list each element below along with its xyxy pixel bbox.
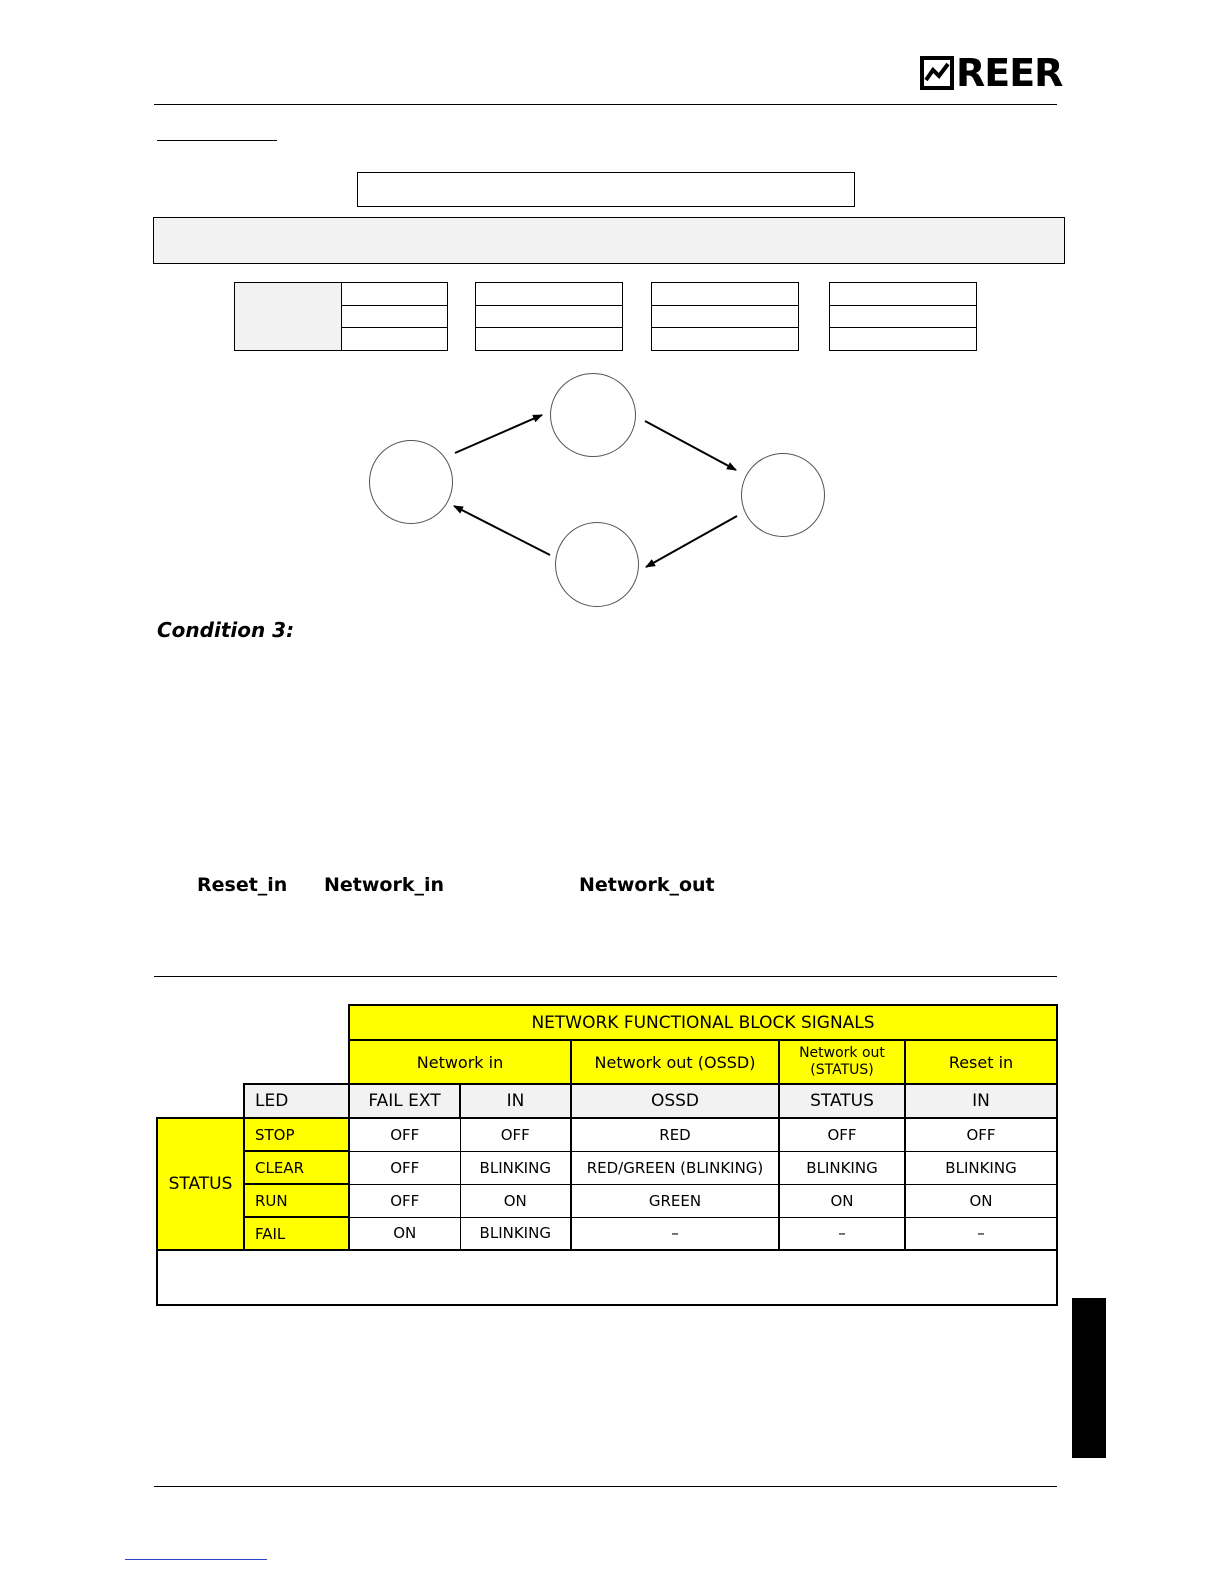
signal-reset-in: Reset_in: [197, 874, 288, 896]
arrow-right-to-bottom: [646, 516, 737, 567]
signal-network-in: Network_in: [324, 874, 445, 896]
table-cell: –: [571, 1217, 779, 1250]
table-cell: ON: [349, 1217, 460, 1250]
table-cell: OFF: [460, 1118, 571, 1151]
group-network-out-status: [779, 1040, 905, 1084]
table-row: [157, 1118, 1057, 1151]
signal-network-out: Network_out: [579, 874, 715, 896]
state-arrows: [0, 0, 1224, 700]
led-col-status: STATUS: [779, 1084, 905, 1118]
table-cell: ON: [460, 1184, 571, 1217]
condition-heading: Condition 3:: [157, 618, 295, 642]
group-network-out-status-line2: (STATUS): [810, 1062, 874, 1078]
table-cell: –: [905, 1217, 1057, 1250]
group-network-out-ossd: Network out (OSSD): [571, 1040, 779, 1084]
chapter-side-tab: [1072, 1298, 1106, 1458]
table-cell: ON: [779, 1184, 905, 1217]
row-state-label: STOP: [244, 1118, 349, 1151]
table-cell: ON: [905, 1184, 1057, 1217]
led-col-network-in: IN: [460, 1084, 571, 1118]
table-cell: RED/GREEN (BLINKING): [571, 1151, 779, 1184]
table-corner: [157, 1005, 349, 1040]
table-cell: OFF: [349, 1118, 460, 1151]
table-row: [157, 1184, 1057, 1217]
group-network-out-status-line1: Network out: [799, 1045, 885, 1061]
footer-link-underline[interactable]: [125, 1559, 267, 1560]
table-cell: OFF: [349, 1184, 460, 1217]
table-cell: BLINKING: [460, 1151, 571, 1184]
row-state-label: FAIL: [244, 1217, 349, 1250]
table-row: [157, 1151, 1057, 1184]
table-cell: BLINKING: [460, 1217, 571, 1250]
table-note-row: [157, 1250, 1057, 1305]
logo-text: REER: [956, 51, 1063, 95]
group-network-in: Network in: [349, 1040, 571, 1084]
table-corner: [157, 1084, 244, 1118]
led-label: LED: [244, 1084, 349, 1118]
footer-rule: [154, 1486, 1057, 1487]
led-col-fail-ext: FAIL EXT: [349, 1084, 460, 1118]
table-title: NETWORK FUNCTIONAL BLOCK SIGNALS: [349, 1005, 1057, 1040]
section-rule: [154, 976, 1057, 977]
table-cell: OFF: [349, 1151, 460, 1184]
network-signals-table: [156, 1004, 1058, 1306]
arrow-top-to-right: [645, 421, 736, 470]
group-reset-in: Reset in: [905, 1040, 1057, 1084]
table-row: [157, 1217, 1057, 1250]
table-cell: OFF: [779, 1118, 905, 1151]
arrow-bottom-to-left: [454, 506, 550, 555]
table-cell: GREEN: [571, 1184, 779, 1217]
led-col-ossd: OSSD: [571, 1084, 779, 1118]
table-cell: OFF: [905, 1118, 1057, 1151]
table-cell: BLINKING: [779, 1151, 905, 1184]
row-state-label: RUN: [244, 1184, 349, 1217]
arrow-left-to-top: [455, 415, 542, 453]
table-cell: –: [779, 1217, 905, 1250]
row-state-label: CLEAR: [244, 1151, 349, 1184]
status-label: STATUS: [157, 1118, 244, 1250]
table-cell: BLINKING: [905, 1151, 1057, 1184]
table-corner: [157, 1040, 349, 1084]
table-cell: RED: [571, 1118, 779, 1151]
led-col-reset-in: IN: [905, 1084, 1057, 1118]
